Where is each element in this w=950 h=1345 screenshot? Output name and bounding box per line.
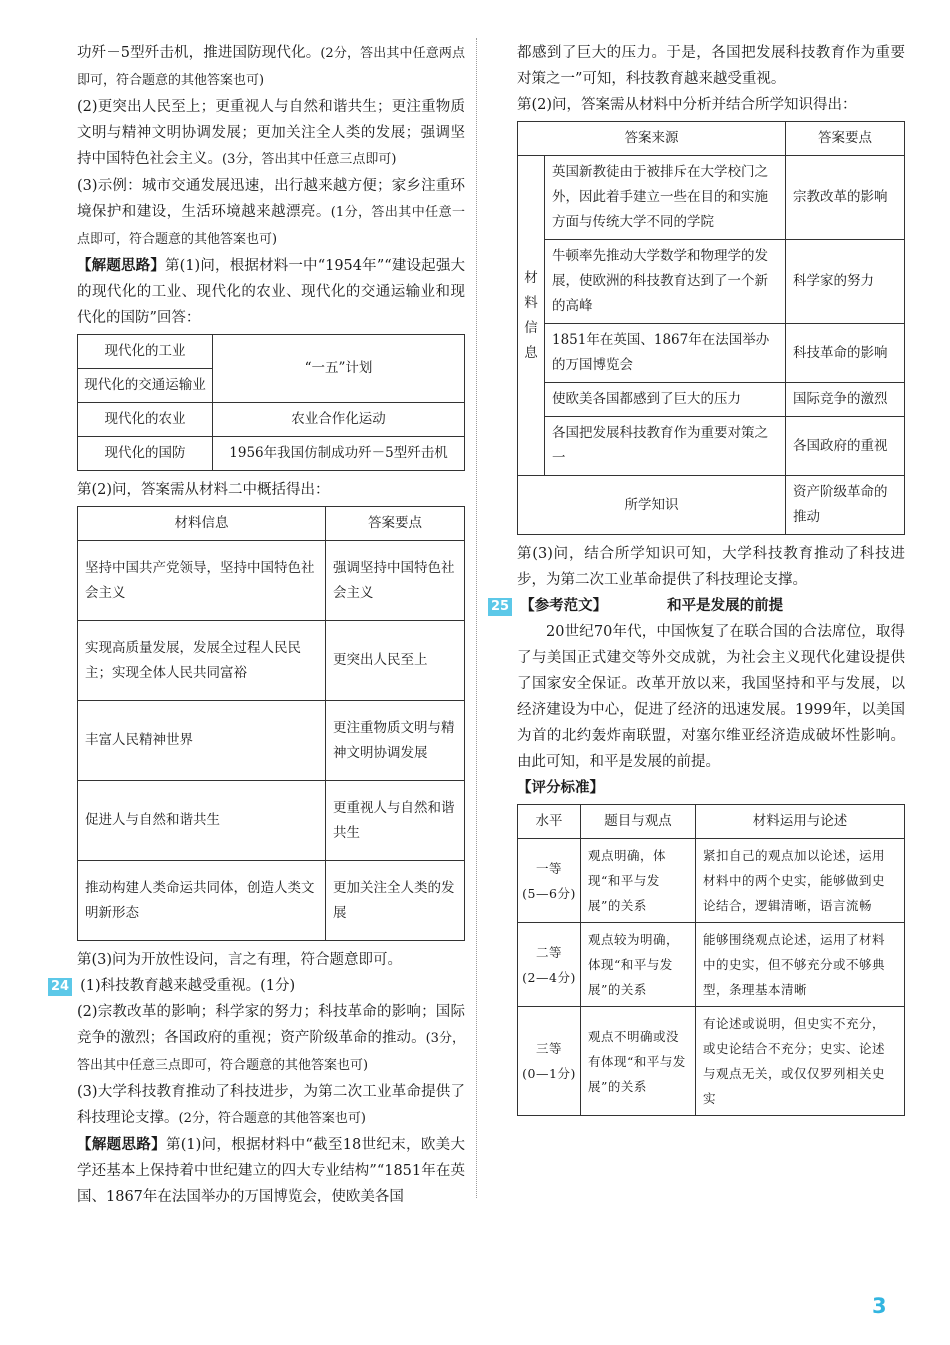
table-cell: 实现高质量发展，发展全过程人民民主；实现全体人民共同富裕 [78, 621, 326, 701]
table-row [518, 1007, 905, 1116]
table-cell: 强调坚持中国特色社会主义 [326, 541, 465, 621]
table-row [518, 383, 905, 417]
table-row [518, 156, 905, 240]
table-cell: 现代化的农业 [78, 403, 213, 437]
answer-23-1-tail: 功歼－5型歼击机，推进国防现代化。(2分，答出其中任意两点即可，符合题意的其他答案也可) [77, 45, 466, 88]
table-row [78, 437, 465, 471]
table-header: 答案来源 [518, 122, 786, 156]
table-header-row [518, 122, 905, 156]
table-cell: 更突出人民至上 [326, 621, 465, 701]
table-cell: 所学知识 [518, 476, 786, 535]
table-cell: 促进人与自然和谐共生 [78, 781, 326, 861]
table-row [78, 861, 465, 941]
table-header: 材料运用与论述 [696, 805, 905, 839]
solution-idea-23: 【解题思路】第(1)问，根据材料一中“1954年”“建设起强大的现代化的工业、现代化的农业、现代化的交通运输业和现代化的国防”回答： [77, 257, 465, 326]
table-row [78, 701, 465, 781]
source-answer-table [517, 121, 905, 535]
answer-24-2: (2)宗教改革的影响；科学家的努力；科技革命的影响；国际竞争的激烈；各国政府的重视；资产阶级革命的推动。(3分，答出其中任意三点即可，符合题意的其他答案也可) [77, 1004, 466, 1073]
table-row [518, 476, 905, 535]
table-cell: 1851年在英国、1867年在法国举办的万国博览会 [545, 324, 786, 383]
solution-idea-23-2: 第(2)问，答案需从材料二中概括得出： [77, 482, 330, 498]
table-row [518, 324, 905, 383]
table-cell: 一等 (5—6分) [518, 839, 581, 923]
material-answer-table [77, 506, 465, 941]
answer-24-3: (3)大学科技教育推动了科技进步，为第二次工业革命提供了科技理论支撑。(2分，符合题意的其他答案也可) [77, 1084, 465, 1126]
table-cell: 观点不明确或没有体现“和平与发展”的关系 [581, 1007, 696, 1116]
solution-idea-24-3: 第(3)问，结合所学知识可知，大学科技教育推动了科技进步，为第二次工业革命提供了科技理论支撑。 [517, 546, 905, 588]
table-row [518, 839, 905, 923]
table-cell: 更加关注全人类的发展 [326, 861, 465, 941]
table-row [78, 781, 465, 861]
table-cell: 牛顿率先推动大学数学和物理学的发展，使欧洲的科技教育达到了一个新的高峰 [545, 240, 786, 324]
table-cell: 更注重物质文明与精神文明协调发展 [326, 701, 465, 781]
table-header: 材料信息 [78, 507, 326, 541]
answer-23-3: (3)示例：城市交通发展迅速，出行越来越方便；家乡注重环境保护和建设，生活环境越来越漂亮。(1分，答出其中任意一点即可，符合题意的其他答案也可) [77, 178, 466, 247]
table-cell: 更重视人与自然和谐共生 [326, 781, 465, 861]
essay-title: 和平是发展的前提 [667, 597, 784, 614]
answer-24-1: 24 (1)科技教育越来越受重视。(1分) [77, 973, 465, 999]
table-group-cell: 材料信息 [518, 156, 545, 476]
table-cell: 紧扣自己的观点加以论述，运用材料中的两个史实，能够做到史论结合，逻辑清晰，语言流畅 [696, 839, 905, 923]
table-cell: 国际竞争的激烈 [786, 383, 905, 417]
table-cell: 现代化的交通运输业 [78, 369, 213, 403]
table-row [78, 335, 465, 369]
table-cell: 现代化的工业 [78, 335, 213, 369]
table-cell: “一五”计划 [213, 335, 465, 403]
table-cell: 英国新教徒由于被排斥在大学校门之外，因此着手建立一些在目的和实施方面与传统大学不同的学院 [545, 156, 786, 240]
grading-table [517, 804, 905, 1116]
table-row [518, 923, 905, 1007]
table-cell: 现代化的国防 [78, 437, 213, 471]
solution-idea-24: 【解题思路】第(1)问，根据材料中“截至18世纪末，欧美大学还基本上保持着中世纪建立的四大专业结构”“1851年在英国、1867年在法国举办的万国博览会，使欧美各国 [77, 1136, 466, 1205]
table-cell: 坚持中国共产党领导，坚持中国特色社会主义 [78, 541, 326, 621]
table-header: 答案要点 [786, 122, 905, 156]
table-row [518, 417, 905, 476]
left-column [51, 40, 466, 1210]
table-cell: 三等 (0—1分) [518, 1007, 581, 1116]
table-cell: 二等 (2—4分) [518, 923, 581, 1007]
question-number-badge: 24 [48, 978, 72, 996]
essay-heading: 25 【参考范文】 和平是发展的前提 [517, 593, 905, 619]
table-cell: 观点明确，体现“和平与发展”的关系 [581, 839, 696, 923]
table-cell: 资产阶级革命的推动 [786, 476, 905, 535]
table-cell: 能够围绕观点论述，运用了材料中的史实，但不够充分或不够典型，条理基本清晰 [696, 923, 905, 1007]
table-cell: 科技革命的影响 [786, 324, 905, 383]
table-cell: 宗教改革的影响 [786, 156, 905, 240]
table-row [78, 541, 465, 621]
table-cell: 使欧美各国都感到了巨大的压力 [545, 383, 786, 417]
criteria-heading: 【评分标准】 [517, 779, 604, 796]
right-column [491, 40, 905, 1122]
modernization-table [77, 334, 465, 471]
question-number-badge: 25 [488, 598, 512, 616]
table-cell: 科学家的努力 [786, 240, 905, 324]
table-row [518, 240, 905, 324]
table-cell: 各国把发展科技教育作为重要对策之一 [545, 417, 786, 476]
solution-idea-24-cont: 都感到了巨大的压力。于是，各国把发展科技教育作为重要对策之一”可知，科技教育越来越受重视。 [517, 45, 905, 87]
table-header: 答案要点 [326, 507, 465, 541]
essay-body: 20世纪70年代，中国恢复了在联合国的合法席位，取得了与美国正式建交等外交成就，为社会主义现代化建设提供了国家安全保证。改革开放以来，我国坚持和平与发展，以经济建设为中心，促进了经济的迅速发展。1999年，以美国为首的北约轰炸南联盟，对塞尔维亚经济造成破坏性影响。由此可知，和平是发展的前提。 [517, 624, 905, 770]
solution-idea-24-2: 第(2)问，答案需从材料中分析并结合所学知识得出： [517, 97, 857, 113]
page-number: 3 [872, 1294, 887, 1318]
table-header: 题目与观点 [581, 805, 696, 839]
table-header-row [518, 805, 905, 839]
column-divider [476, 38, 477, 1198]
table-cell: 农业合作化运动 [213, 403, 465, 437]
table-cell: 推动构建人类命运共同体，创造人类文明新形态 [78, 861, 326, 941]
table-cell: 丰富人民精神世界 [78, 701, 326, 781]
table-header-row [78, 507, 465, 541]
table-cell: 观点较为明确，体现“和平与发展”的关系 [581, 923, 696, 1007]
table-cell: 各国政府的重视 [786, 417, 905, 476]
table-header: 水平 [518, 805, 581, 839]
table-cell: 1956年我国仿制成功歼－5型歼击机 [213, 437, 465, 471]
table-row [78, 621, 465, 701]
solution-idea-23-3: 第(3)问为开放性设问，言之有理，符合题意即可。 [77, 952, 403, 968]
answer-23-2: (2)更突出人民至上；更重视人与自然和谐共生；更注重物质文明与精神文明协调发展；更加关注全人类的发展；强调坚持中国特色社会主义。(3分，答出其中任意三点即可) [77, 99, 465, 167]
table-row [78, 403, 465, 437]
table-cell: 有论述或说明，但史实不充分，或史论结合不充分；史实、论述与观点无关，或仅仅罗列相关史实 [696, 1007, 905, 1116]
